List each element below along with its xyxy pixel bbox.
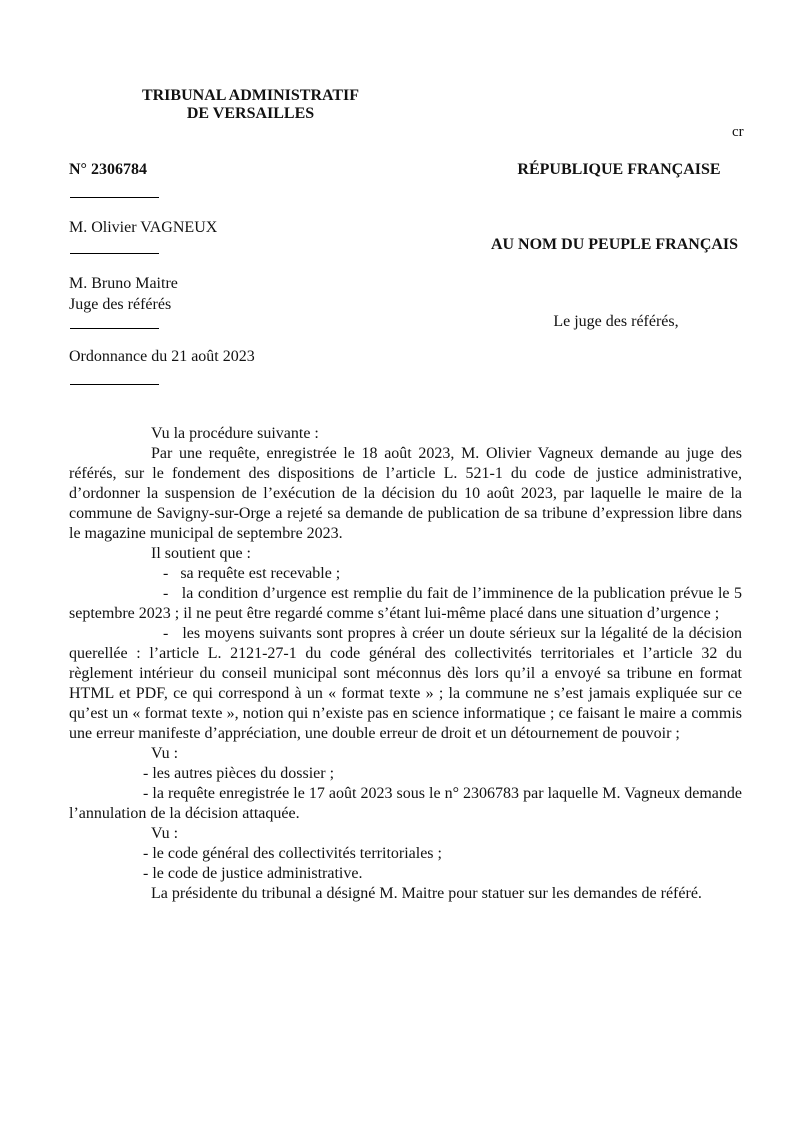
court-name xyxy=(69,87,432,123)
judge-block xyxy=(69,274,178,315)
paragraph-vu-requete: - la requête enregistrée le 17 août 2023 sous le n° 2306783 par laquelle M. Vagneux demande l’annulation de la décision attaquée. xyxy=(69,785,742,822)
divider-rule xyxy=(70,253,159,254)
divider-rule xyxy=(70,328,159,329)
corner-note: cr xyxy=(732,124,744,140)
republic-heading: RÉPUBLIQUE FRANÇAISE xyxy=(517,161,721,178)
judge-title: Juge des référés xyxy=(69,295,172,313)
judge-name: M. Bruno Maitre xyxy=(69,275,178,292)
paragraph-soutient-heading: Il soutient que : xyxy=(151,545,251,562)
divider-rule xyxy=(70,384,159,385)
paragraph-vu-code-cja: - le code de justice administrative. xyxy=(143,865,363,882)
paragraph-bullet-recevable: - sa requête est recevable ; xyxy=(163,565,341,582)
paragraph-request: Par une requête, enregistrée le 18 août 2023, M. Olivier Vagneux demande au juge des référés, sur le fondement des dispositions de l’article L. 521-1 du code de justice administrative, d’ordonner la suspension de l’exécution de la décision du 10 août 2023, par laquelle le maire de la commune de Savigny-sur-Orge a rejeté sa demande de publication de sa tribune d’expression libre dans le magazine municipal de septembre 2023. xyxy=(69,445,742,542)
paragraph-vu-pieces: - les autres pièces du dossier ; xyxy=(143,765,335,782)
court-name-line1: TRIBUNAL ADMINISTRATIF xyxy=(141,87,360,104)
paragraph-procedure-heading: Vu la procédure suivante : xyxy=(151,425,319,442)
case-number: N° 2306784 xyxy=(69,161,147,178)
paragraph-vu-heading: Vu : xyxy=(151,825,179,842)
court-name-line2: DE VERSAILLES xyxy=(186,105,315,122)
paragraph-designation: La présidente du tribunal a désigné M. Maitre pour statuer sur les demandes de référé. xyxy=(151,885,702,902)
document-body xyxy=(69,424,742,904)
paragraph-bullet-moyens: - les moyens suivants sont propres à créer un doute sérieux sur la légalité de la décision querellée : l’article L. 2121-27-1 du code général des collectivités territoriales et l’article 32 du règlement intérieur du conseil municipal sont méconnus dès lors qu’il a envoyé sa tribune en format HTML et PDF, ce qui correspond à un « format texte » ; la commune ne s’est jamais expliquée sur ce qu’est un « format texte », notion qui n’existe pas en science informatique ; ce faisant le maire a commis une erreur manifeste d’appréciation, une double erreur de droit et un détournement de pouvoir ; xyxy=(69,625,742,742)
paragraph-vu-code-cgct: - le code général des collectivités territoriales ; xyxy=(143,845,442,862)
judge-salutation: Le juge des référés, xyxy=(553,313,679,330)
applicant-name: M. Olivier VAGNEUX xyxy=(69,219,218,236)
paragraph-bullet-urgence: - la condition d’urgence est remplie du fait de l’imminence de la publication prévue le 5 septembre 2023 ; il ne peut être regardé comme s’étant lui-même placé dans une situation d’urgence ; xyxy=(69,585,742,622)
paragraph-vu-heading: Vu : xyxy=(151,745,179,762)
ordinance-date: Ordonnance du 21 août 2023 xyxy=(69,348,255,365)
divider-rule xyxy=(70,197,159,198)
peuple-heading: AU NOM DU PEUPLE FRANÇAIS xyxy=(490,236,739,253)
